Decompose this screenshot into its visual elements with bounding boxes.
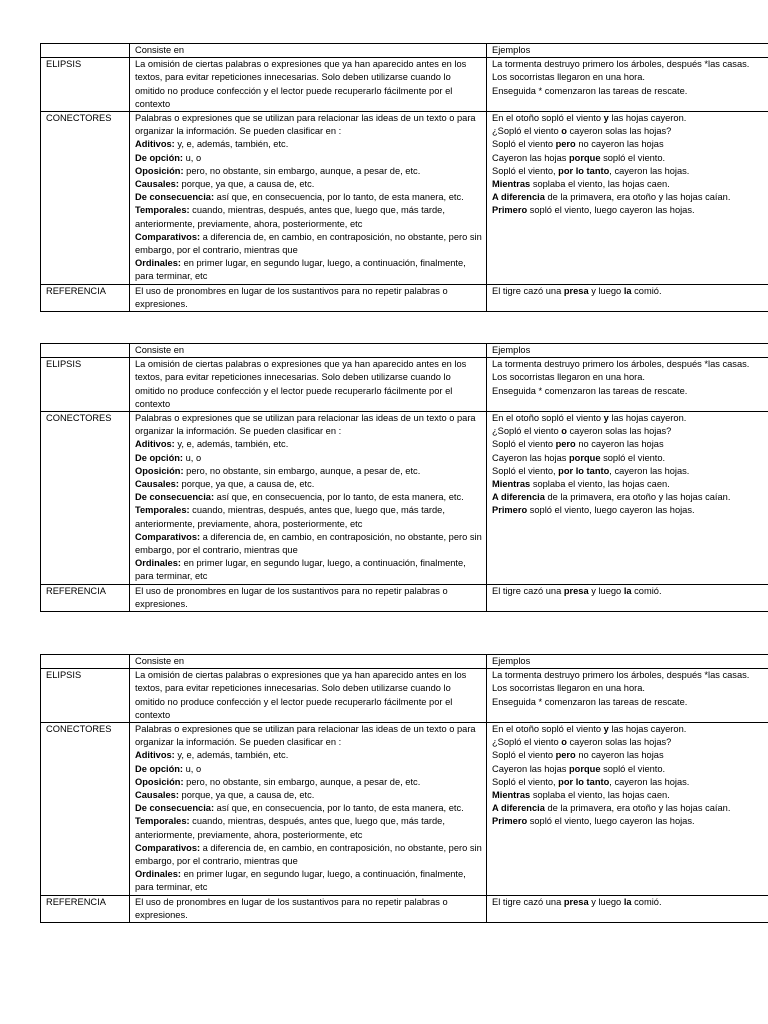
header-row — [41, 344, 768, 358]
row-elipsis — [41, 358, 768, 412]
cat-line: De opción: u, o — [135, 763, 202, 774]
def-elipsis: La omisión de ciertas palabras o expresiones que ya han aparecido antes en los textos, para evitar repeticiones innecesarias. Solo deben utilizarse cuando lo omitido no produce confección y el lector puede recuperarlo fácilmente por el contexto — [130, 58, 487, 112]
label-referencia: REFERENCIA — [41, 584, 130, 611]
header-row — [41, 44, 768, 58]
header-ejemplos: Ejemplos — [487, 655, 768, 669]
label-conectores: CONECTORES — [41, 723, 130, 896]
label-referencia: REFERENCIA — [41, 895, 130, 922]
ex-line: Cayeron las hojas porque sopló el viento. — [492, 452, 666, 463]
row-elipsis — [41, 58, 768, 112]
ex-line: ¿Sopló el viento o cayeron solas las hojas? — [492, 426, 672, 437]
row-conectores — [41, 723, 768, 896]
label-conectores: CONECTORES — [41, 112, 130, 285]
header-empty-cell — [41, 344, 130, 358]
ex-line: En el otoño sopló el viento y las hojas cayeron. — [492, 724, 687, 735]
def-referencia: El uso de pronombres en lugar de los sustantivos para no repetir palabras o expresiones. — [130, 584, 487, 611]
cat-line: Oposición: pero, no obstante, sin embargo, aunque, a pesar de, etc. — [135, 465, 421, 476]
ex-elipsis: La tormenta destruyo primero los árboles, después *las casas. Los socorristas llegaron en una hora. Enseguida * comenzaron las tareas de rescate. — [487, 358, 768, 412]
header-row — [41, 655, 768, 669]
ex-line: En el otoño sopló el viento y las hojas cayeron. — [492, 413, 687, 424]
ex-line: Sopló el viento pero no cayeron las hojas — [492, 139, 664, 150]
header-empty-cell — [41, 655, 130, 669]
ex-line: Mientras soplaba el viento, las hojas caen. — [492, 790, 670, 801]
row-referencia — [41, 284, 768, 311]
cat-line: Causales: porque, ya que, a causa de, etc. — [135, 479, 315, 490]
ex-line: Sopló el viento, por lo tanto, cayeron las hojas. — [492, 465, 690, 476]
label-conectores: CONECTORES — [41, 412, 130, 585]
cat-line: Temporales: cuando, mientras, después, antes que, luego que, más tarde, anteriormente, previamente, ahora, posteriormente, etc — [135, 205, 445, 229]
cat-line: Comparativos: a diferencia de, en cambio, en contraposición, no obstante, pero sin embargo, por el contrario, mientras que — [135, 531, 482, 556]
def-elipsis: La omisión de ciertas palabras o expresiones que ya han aparecido antes en los textos, para evitar repeticiones innecesarias. Solo deben utilizarse cuando lo omitido no produce confección y el lector puede recuperarlo fácilmente por el contexto — [130, 358, 487, 412]
cat-line: Oposición: pero, no obstante, sin embargo, aunque, a pesar de, etc. — [135, 165, 421, 176]
row-conectores — [41, 412, 768, 585]
cat-line: Comparativos: a diferencia de, en cambio, en contraposición, no obstante, pero sin embargo, por el contrario, mientras que — [135, 231, 482, 256]
header-ejemplos: Ejemplos — [487, 44, 768, 58]
ex-referencia: El tigre cazó una presa y luego la comió. — [487, 284, 768, 311]
cat-line: Ordinales: en primer lugar, en segundo lugar, luego, a continuación, finalmente, para terminar, etc — [135, 258, 466, 282]
cat-line: Ordinales: en primer lugar, en segundo lugar, luego, a continuación, finalmente, para terminar, etc — [135, 869, 466, 893]
ex-referencia: El tigre cazó una presa y luego la comió. — [487, 895, 768, 922]
label-elipsis: ELIPSIS — [41, 358, 130, 412]
ex-conectores — [487, 723, 768, 896]
ex-line: A diferencia de la primavera, era otoño y las hojas caían. — [492, 803, 731, 814]
header-consiste: Consiste en — [130, 655, 487, 669]
row-elipsis — [41, 669, 768, 723]
ex-line: A diferencia de la primavera, era otoño y las hojas caían. — [492, 492, 731, 503]
cat-line: Causales: porque, ya que, a causa de, etc. — [135, 790, 315, 801]
cat-line: De consecuencia: así que, en consecuencia, por lo tanto, de esta manera, etc. — [135, 803, 464, 814]
label-elipsis: ELIPSIS — [41, 669, 130, 723]
cat-line: De consecuencia: así que, en consecuencia, por lo tanto, de esta manera, etc. — [135, 192, 464, 203]
cat-line: Aditivos: y, e, además, también, etc. — [135, 139, 289, 150]
ex-line: Cayeron las hojas porque sopló el viento. — [492, 763, 666, 774]
cat-line: Temporales: cuando, mientras, después, antes que, luego que, más tarde, anteriormente, previamente, ahora, posteriormente, etc — [135, 816, 445, 840]
ex-line: ¿Sopló el viento o cayeron solas las hojas? — [492, 126, 672, 137]
cat-line: Comparativos: a diferencia de, en cambio, en contraposición, no obstante, pero sin embargo, por el contrario, mientras que — [135, 842, 482, 867]
def-referencia: El uso de pronombres en lugar de los sustantivos para no repetir palabras o expresiones. — [130, 284, 487, 311]
ex-line: Mientras soplaba el viento, las hojas caen. — [492, 479, 670, 490]
ex-line: En el otoño sopló el viento y las hojas cayeron. — [492, 113, 687, 124]
cat-line: Oposición: pero, no obstante, sin embargo, aunque, a pesar de, etc. — [135, 776, 421, 787]
ex-line: Sopló el viento, por lo tanto, cayeron las hojas. — [492, 776, 690, 787]
ex-conectores — [487, 412, 768, 585]
row-referencia — [41, 584, 768, 611]
def-conectores: Palabras o expresiones que se utilizan para relacionar las ideas de un texto o para organizar la información. Se pueden clasificar en : Aditivos: y, e, además, también, etc. De opción: u, o Oposición: pero, no obstante, sin embargo, aunque, a pesar de, etc. Causales: porque, ya que, a causa de, etc. De consecuencia: así que, en consecuencia, por lo tanto, de esta manera, etc. Temporales: cuando, mientras, después, antes que, luego que, más tarde, anteriormente, previamente, ahora, posteriormente, etc Comparativos: a diferencia de, en cambio, en contraposición, no obstante, pero sin embargo, por el contrario, mientras que Ordinales: en primer lugar, en segundo lugar, luego, a continuación, finalmente, para terminar, etc — [130, 412, 487, 585]
row-conectores — [41, 112, 768, 285]
header-consiste: Consiste en — [130, 44, 487, 58]
header-consiste: Consiste en — [130, 344, 487, 358]
ex-referencia: El tigre cazó una presa y luego la comió. — [487, 584, 768, 611]
cat-line: De consecuencia: así que, en consecuencia, por lo tanto, de esta manera, etc. — [135, 492, 464, 503]
header-empty-cell — [41, 44, 130, 58]
ex-line: Sopló el viento, por lo tanto, cayeron las hojas. — [492, 165, 690, 176]
label-elipsis: ELIPSIS — [41, 58, 130, 112]
ex-line: Primero sopló el viento, luego cayeron las hojas. — [492, 816, 695, 827]
header-ejemplos: Ejemplos — [487, 344, 768, 358]
ex-line: Sopló el viento pero no cayeron las hojas — [492, 439, 664, 450]
ex-line: Primero sopló el viento, luego cayeron las hojas. — [492, 505, 695, 516]
ex-line: ¿Sopló el viento o cayeron solas las hojas? — [492, 737, 672, 748]
ex-elipsis: La tormenta destruyo primero los árboles, después *las casas. Los socorristas llegaron en una hora. Enseguida * comenzaron las tareas de rescate. — [487, 58, 768, 112]
cat-line: Ordinales: en primer lugar, en segundo lugar, luego, a continuación, finalmente, para terminar, etc — [135, 558, 466, 582]
ex-line: Mientras soplaba el viento, las hojas caen. — [492, 179, 670, 190]
cat-line: De opción: u, o — [135, 152, 202, 163]
ex-line: Cayeron las hojas porque sopló el viento. — [492, 152, 666, 163]
def-referencia: El uso de pronombres en lugar de los sustantivos para no repetir palabras o expresiones. — [130, 895, 487, 922]
ex-elipsis: La tormenta destruyo primero los árboles, después *las casas. Los socorristas llegaron en una hora. Enseguida * comenzaron las tareas de rescate. — [487, 669, 768, 723]
cat-line: Aditivos: y, e, además, también, etc. — [135, 750, 289, 761]
table-3 — [40, 654, 768, 923]
def-conectores: Palabras o expresiones que se utilizan para relacionar las ideas de un texto o para organizar la información. Se pueden clasificar en : Aditivos: y, e, además, también, etc. De opción: u, o Oposición: pero, no obstante, sin embargo, aunque, a pesar de, etc. Causales: porque, ya que, a causa de, etc. De consecuencia: así que, en consecuencia, por lo tanto, de esta manera, etc. Temporales: cuando, mientras, después, antes que, luego que, más tarde, anteriormente, previamente, ahora, posteriormente, etc Comparativos: a diferencia de, en cambio, en contraposición, no obstante, pero sin embargo, por el contrario, mientras que Ordinales: en primer lugar, en segundo lugar, luego, a continuación, finalmente, para terminar, etc — [130, 112, 487, 285]
def-conectores: Palabras o expresiones que se utilizan para relacionar las ideas de un texto o para organizar la información. Se pueden clasificar en : Aditivos: y, e, además, también, etc. De opción: u, o Oposición: pero, no obstante, sin embargo, aunque, a pesar de, etc. Causales: porque, ya que, a causa de, etc. De consecuencia: así que, en consecuencia, por lo tanto, de esta manera, etc. Temporales: cuando, mientras, después, antes que, luego que, más tarde, anteriormente, previamente, ahora, posteriormente, etc Comparativos: a diferencia de, en cambio, en contraposición, no obstante, pero sin embargo, por el contrario, mientras que Ordinales: en primer lugar, en segundo lugar, luego, a continuación, finalmente, para terminar, etc — [130, 723, 487, 896]
label-referencia: REFERENCIA — [41, 284, 130, 311]
cat-line: Aditivos: y, e, además, también, etc. — [135, 439, 289, 450]
table-1 — [40, 43, 768, 312]
ex-line: Sopló el viento pero no cayeron las hojas — [492, 750, 664, 761]
row-referencia — [41, 895, 768, 922]
ex-line: A diferencia de la primavera, era otoño y las hojas caían. — [492, 192, 731, 203]
ex-line: Primero sopló el viento, luego cayeron las hojas. — [492, 205, 695, 216]
table-2 — [40, 343, 768, 612]
cat-line: Causales: porque, ya que, a causa de, etc. — [135, 179, 315, 190]
def-elipsis: La omisión de ciertas palabras o expresiones que ya han aparecido antes en los textos, para evitar repeticiones innecesarias. Solo deben utilizarse cuando lo omitido no produce confección y el lector puede recuperarlo fácilmente por el contexto — [130, 669, 487, 723]
cat-line: Temporales: cuando, mientras, después, antes que, luego que, más tarde, anteriormente, previamente, ahora, posteriormente, etc — [135, 505, 445, 529]
cat-line: De opción: u, o — [135, 452, 202, 463]
ex-conectores — [487, 112, 768, 285]
